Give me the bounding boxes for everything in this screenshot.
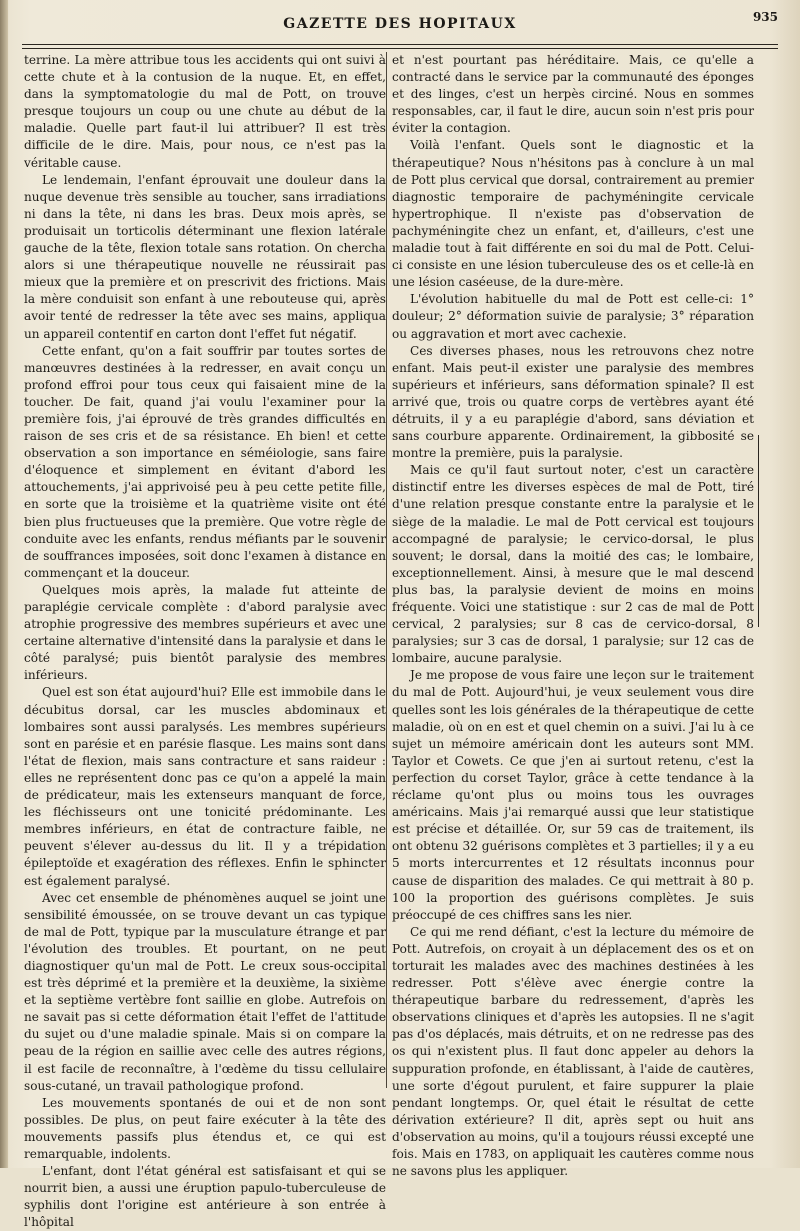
paragraph: Le lendemain, l'enfant éprouvait une douleur dans la nuque devenue très sensible au toucher, sans irradiations ni dans la tête, ni dans les bras. Deux mois après, se produisait un torticolis déterminant une flexion latérale gauche de la tête, flexion totale sans rotation. On chercha alors si une thérapeutique nouvelle ne réussirait pas mieux que la première et on prescrivit des frictions. Mais la mère conduisit son enfant à une rebouteuse qui, après avoir tenté de redresser la tête avec ses mains, appliqua un appareil contentif en carton dont l'effet fut négatif.	[24, 172, 386, 341]
paragraph: Quel est son état aujourd'hui? Elle est immobile dans le décubitus dorsal, car les muscles abdominaux et lombaires sont aussi paralysés. Les membres supérieurs sont en parésie et en parésie flasque. Les mains sont dans l'état de flexion, mais sans contracture et sans raideur : elles ne représentent donc pas ce qu'on a appelé la main de prédicateur, mais les extenseurs manquant de force, les fléchisseurs ont une tonicité prédominante. Les membres inférieurs, en état de contracture faible, ne peuvent s'élever au-dessus du lit. Il y a trépidation épileptoïde et exagération des réflexes. Enfin le sphincter est également paralysé.	[24, 685, 386, 888]
page-number: 935	[752, 10, 778, 24]
paragraph: Mais ce qu'il faut surtout noter, c'est un caractère distinctif entre les diverses espèces de mal de Pott, tiré d'une relation presque constante entre la paralysie et le siège de la maladie. Le mal de Pott cervical est toujours accompagné de paralysie; le cervico-dorsal, le plus souvent; le dorsal, dans la moitié des cas; le lombaire, exceptionnellement. Ainsi, à mesure que le mal descend plus bas, la paralysie devient de moins en moins fréquente. Voici une statistique : sur 2 cas de mal de Pott cervical, 2 paralysies; sur 8 cas de cervico-dorsal, 8 paralysies; sur 3 cas de dorsal, 1 paralysie; sur 12 cas de lombaire, aucune paralysie.	[392, 463, 754, 666]
paragraph: L'enfant, dont l'état général est satisfaisant et qui se nourrit bien, a aussi une éruption papulo-tuberculeuse de syphilis dont l'origine est antérieure à son entrée à l'hôpital	[24, 1164, 386, 1230]
paragraph: et n'est pourtant pas héréditaire. Mais, ce qu'elle a contracté dans le service par la communauté des éponges et des linges, c'est un herpès circiné. Nous en sommes responsables, car, il faut le dire, aucun soin n'est pris pour éviter la contagion.	[392, 53, 754, 136]
paragraph: Voilà l'enfant. Quels sont le diagnostic et la thérapeutique? Nous n'hésitons pas à conclure à un mal de Pott plus cervical que dorsal, contrairement au premier diagnostic temporaire de pachyméningite cervicale hypertrophique. Il n'existe pas d'observation de pachyméningite chez un enfant, et, d'ailleurs, c'est une maladie tout à fait différente en soi du mal de Pott. Celui-ci consiste en une lésion tuberculeuse des os et celle-là en une lésion caséeuse, de la dure-mère.	[392, 138, 754, 290]
page-header	[12, 8, 788, 38]
paragraph: Ce qui me rend défiant, c'est la lecture du mémoire de Pott. Autrefois, on croyait à un déplacement des os et on torturait les malades avec des machines destinées à les redresser. Pott s'élève avec énergie contre la thérapeutique barbare du redressement, d'après les observations cliniques et d'après les autopsies. Il ne s'agit pas d'os déplacés, mais détruits, et on ne redresse pas des os qui n'existent plus. Il faut donc appeler au dehors la suppuration profonde, en établissant, à l'aide de cautères, une sorte d'égout purulent, et faire suppurer la plaie pendant longtemps. Or, quel était le résultat de cette dérivation extérieure? Il dit, après sept ou huit ans d'observation au moins, qu'il a toujours réussi excepté une fois. Mais en 1783, on appliquait les cautères comme nous ne savons plus les appliquer.	[392, 924, 754, 1179]
paragraph: Quelques mois après, la malade fut atteinte de paraplégie cervicale complète : d'abord paralysie avec atrophie progressive des membres supérieurs et avec une certaine alternative d'intensité dans la paralysie et dans le côté paralysé; puis bientôt paralysie des membres inférieurs.	[24, 582, 386, 683]
paragraph: Avec cet ensemble de phénomènes auquel se joint une sensibilité émoussée, on se trouve devant un cas typique de mal de Pott, typique par la musculature étrange et par l'évolution des troubles. Et pourtant, on ne peut diagnostiquer qu'un mal de Pott. Le creux sous-occipital est très déprimé et la première et la deuxième, la sixième et la septième vertèbre font saillie en globe. Autrefois on ne savait pas si cette déformation était l'effet de l'attitude du sujet ou d'une maladie spinale. Mais si on compare la peau de la région en saillie avec celle des autres régions, il est facile de reconnaître, à l'œdème du tissu cellulaire sous-cutané, un travail pathologique profond.	[24, 890, 386, 1093]
paragraph: L'évolution habituelle du mal de Pott est celle-ci: 1° douleur; 2° déformation suivie de paralysie; 3° réparation ou aggravation et mort avec cachexie.	[392, 292, 754, 341]
paragraph: Je me propose de vous faire une leçon sur le traitement du mal de Pott. Aujourd'hui, je veux seulement vous dire quelles sont les lois générales de la thérapeutique de cette maladie, où on en est et quel chemin on a suivi. J'ai lu à ce sujet un mémoire américain dont les auteurs sont MM. Taylor et Cowets. Ce que j'en ai surtout retenu, c'est la perfection du corset Taylor, grâce à cette tendance à la réclame qu'ont plus ou moins tous les ouvrages américains. Mais j'ai remarqué aussi que leur statistique est précise et détaillée. Or, sur 59 cas de traitement, ils ont obtenu 32 guérisons complètes et 3 partielles; il y a eu 5 morts intercurrentes et 12 résultats inconnus pour cause de disparition des malades. Ce qui mettrait à 80 p. 100 la proportion des guérisons complètes. Je suis préoccupé de ces chiffres sans les nier.	[392, 668, 754, 922]
header-rule	[22, 44, 778, 49]
binding-edge	[0, 0, 8, 1168]
margin-bracket-mark	[752, 435, 759, 627]
journal-title: GAZETTE DES HOPITAUX	[283, 16, 517, 32]
paragraph: Cette enfant, qu'on a fait souffrir par toutes sortes de manœuvres destinées à la redresser, en avait conçu un profond effroi pour tous ceux qui faisaient mine de la toucher. De fait, quand j'ai voulu l'examiner pour la première fois, j'ai éprouvé de très grandes difficultés en raison de ses cris et de sa résistance. Eh bien! et cette observation a son importance en séméiologie, sans faire d'éloquence et simplement en évitant d'abord les attouchements, j'ai apprivoisé peu à peu cette petite fille, en sorte que la troisième et la quatrième visite ont été bien plus fructueuses que la première. Que votre règle de conduite avec les enfants, rendus méfiants par le souvenir de souffrances imposées, soit donc l'examen à distance en commençant et la douceur.	[24, 343, 386, 580]
left-column	[24, 52, 386, 1230]
right-column	[392, 52, 754, 1179]
paragraph: terrine. La mère attribue tous les accidents qui ont suivi à cette chute et à la contusion de la nuque. Et, en effet, dans la symptomatologie du mal de Pott, on trouve presque toujours un coup ou une chute au début de la maladie. Quelle part faut-il lui attribuer? Il est très difficile de le dire. Mais, pour nous, ce n'est pas la véritable cause.	[24, 53, 386, 170]
column-divider	[386, 52, 387, 1088]
paragraph: Les mouvements spontanés de oui et de non sont possibles. De plus, on peut faire exécuter à la tête des mouvements passifs plus étendus et, ce qui est remarquable, indolents.	[24, 1095, 386, 1161]
paragraph: Ces diverses phases, nous les retrouvons chez notre enfant. Mais peut-il exister une paralysie des membres supérieurs et inférieurs, sans déformation spinale? Il est arrivé que, trois ou quatre corps de vertèbres ayant été détruits, il y a eu paraplégie d'abord, sans déviation et sans courbure apparente. Ordinairement, la gibbosité se montre la première, puis la paralysie.	[392, 343, 754, 461]
